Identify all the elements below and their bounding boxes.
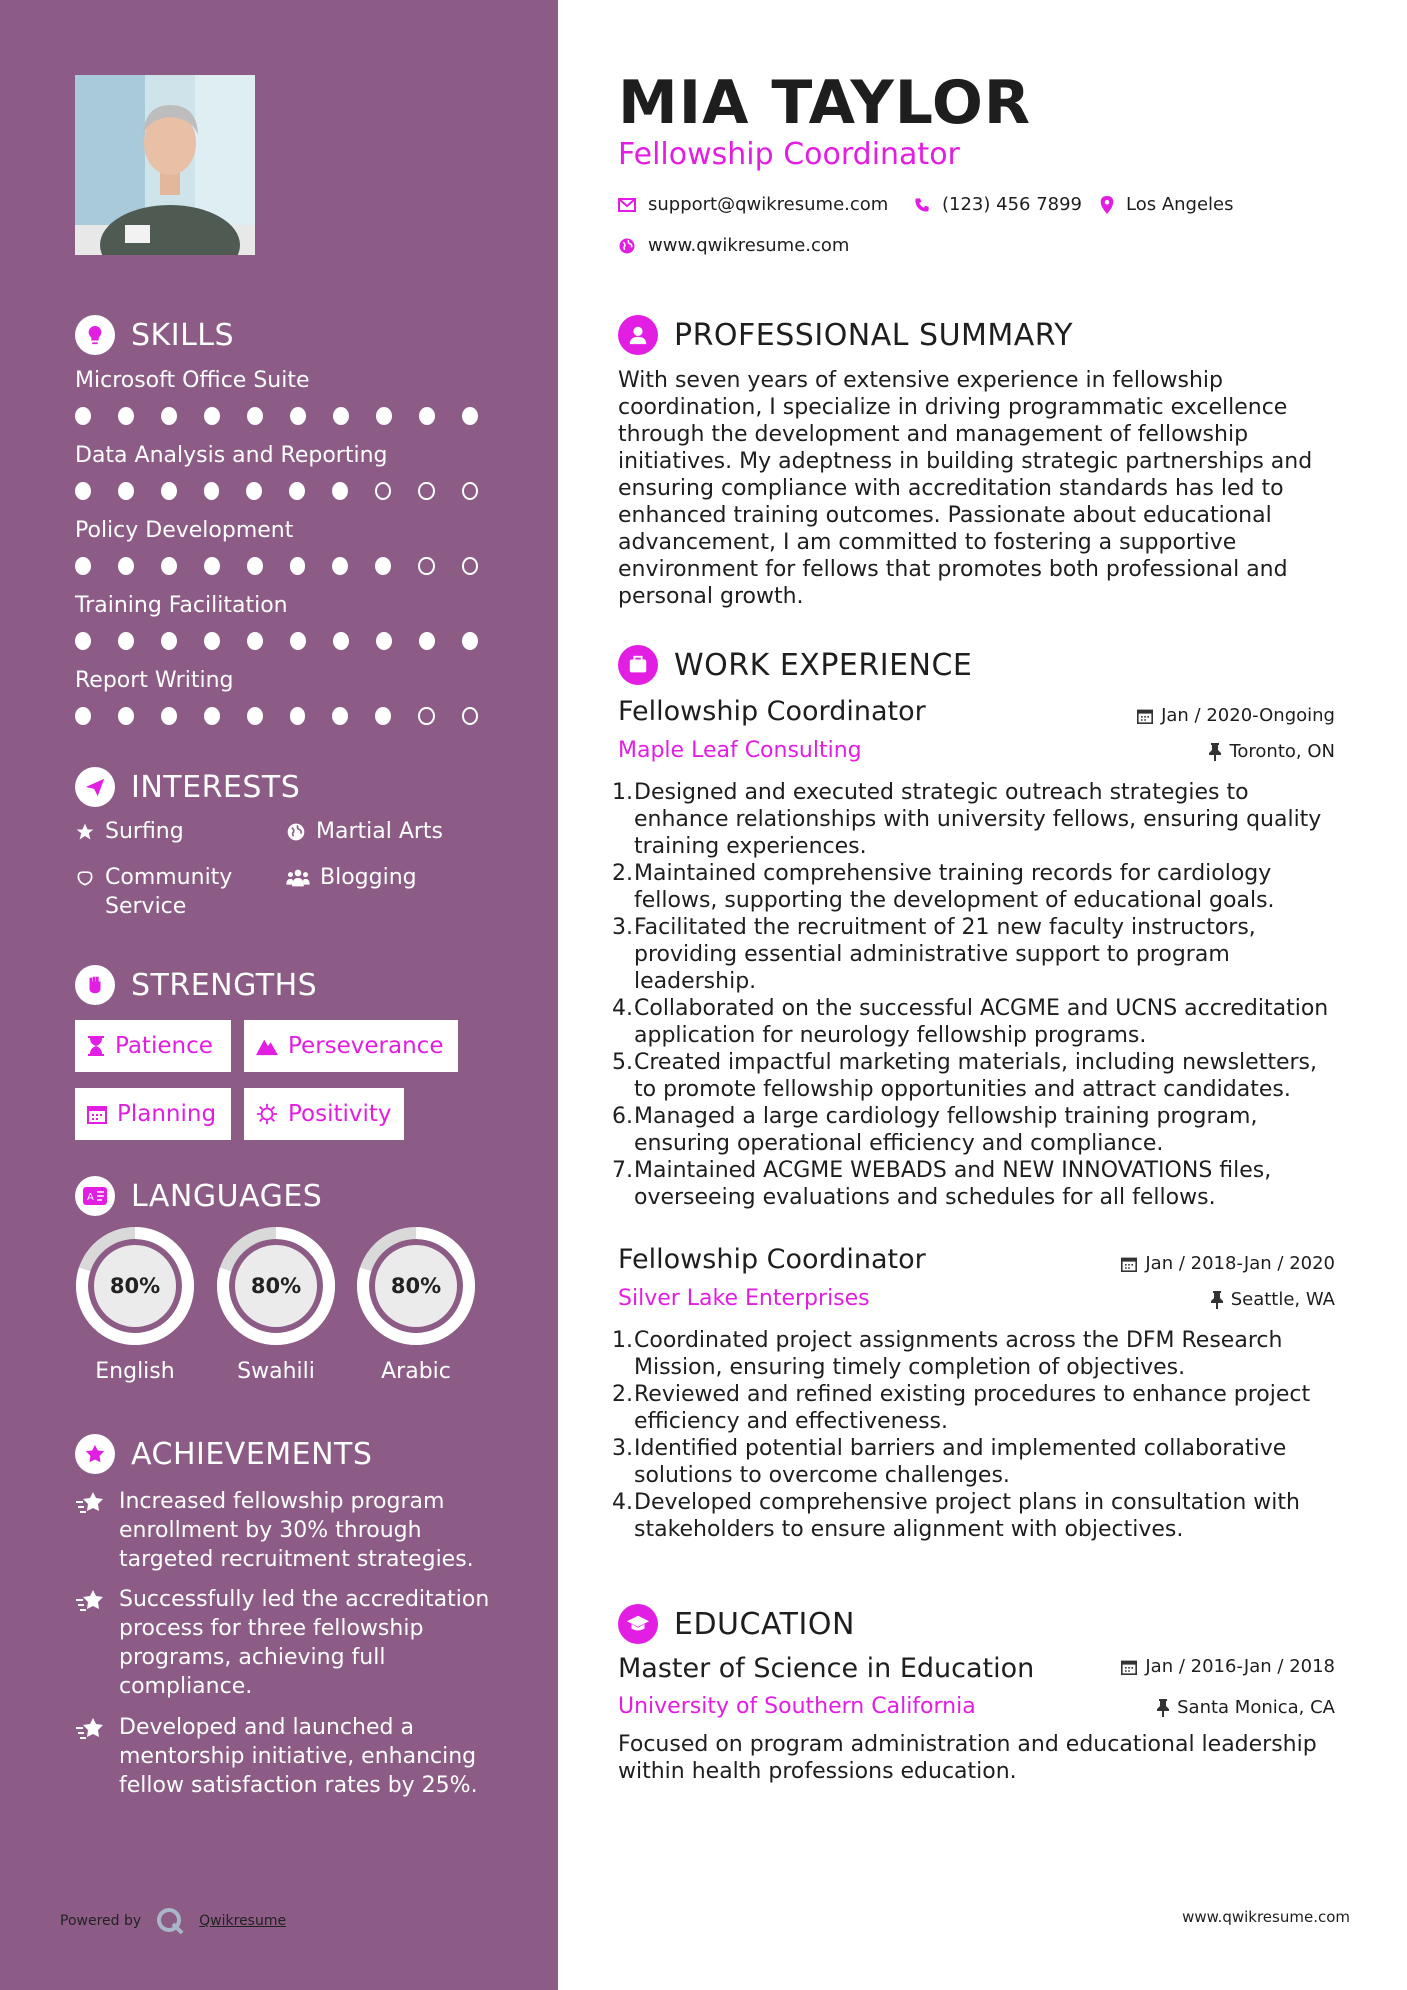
skill-dot [161,407,177,425]
skill-dot [332,482,348,500]
language-name: English [95,1359,175,1384]
achievement-item [75,1487,495,1574]
language-percent: 80% [109,1274,161,1298]
skill-dot [290,707,306,725]
skill-dot [462,482,478,500]
language-ring [215,1225,337,1347]
user-icon [618,315,658,355]
skill-dot [204,632,220,650]
bullet-text: Maintained comprehensive training records for cardiology fellows, supporting the development of educational goals. [634,861,1275,913]
skill-rating [75,632,505,650]
people-icon [286,868,310,888]
bullet-text: Designed and executed strategic outreach strategies to enhance relationships with university fellows, ensuring quality training experiences. [634,780,1322,859]
job-bullet [612,779,1338,860]
paper-plane-icon [75,767,115,807]
skill-item [75,518,505,575]
skill-dot [462,557,478,575]
language-item [74,1225,196,1384]
lightbulb-icon [75,315,115,355]
education-dates [1121,1656,1335,1677]
profile-photo [75,75,255,255]
skill-dot [247,707,263,725]
interest-label: Blogging [320,865,417,890]
contact-phone [914,194,1082,215]
job-bullet [612,995,1338,1049]
skill-dot [247,557,263,575]
envelope-icon [618,198,636,212]
skill-name: Policy Development [75,518,294,543]
bullet-number: 7. [612,1158,633,1183]
skill-dot [375,557,391,575]
interest-label: Surfing [105,819,184,844]
skill-rating [75,407,505,425]
company-name: Silver Lake Enterprises [618,1286,870,1311]
fist-icon [75,965,115,1005]
interests-title: INTERESTS [131,769,301,805]
interests-header [75,767,300,807]
contact-website [618,235,849,256]
bullet-number: 3. [612,915,633,940]
skill-dot [118,557,134,575]
briefcase-icon [618,645,658,685]
qwikresume-link[interactable]: Qwikresume [199,1913,287,1929]
bullet-number: 5. [612,1050,633,1075]
interest-item [286,817,516,846]
summary-text: With seven years of extensive experience in fellowship coordination, I specialize in driving programmatic excellence through the development and management of fellowship initiatives. My adeptness in building strategic partnerships and ensuring compliance with accreditation standards has led to enhanced training outcomes. Passionate about educational advancement, I am committed to fostering a supportive environment for fellows that promotes both professional and personal growth. [618,368,1313,609]
degree-title: Master of Science in Education [618,1653,1035,1684]
school-name: University of Southern California [618,1694,976,1719]
job-location [1209,741,1335,762]
hourglass-icon [87,1035,105,1057]
skill-rating [75,482,505,500]
skill-dot [419,407,435,425]
job-bullet [612,1489,1338,1543]
job-bullet [612,1327,1338,1381]
candidate-title: Fellowship Coordinator [618,137,960,172]
contact-email [618,194,888,215]
language-ring [355,1225,477,1347]
interest-item [286,863,516,892]
education-header [618,1604,855,1644]
bullet-text: Created impactful marketing materials, including newsletters, to promote fellowship opportunities and attract candidates. [634,1050,1317,1102]
translate-icon [75,1176,115,1216]
skill-dot [204,482,220,500]
language-item [355,1225,477,1384]
skill-dot [118,407,134,425]
bullet-number: 3. [612,1436,633,1461]
skill-dot [418,707,434,725]
languages-header [75,1176,322,1216]
strength-label: Planning [117,1101,217,1127]
bullet-number: 1. [612,780,633,805]
candidate-name: MIA TAYLOR [618,68,1032,138]
job-bullet [612,1049,1338,1103]
job-dates-text: Jan / 2018-Jan / 2020 [1145,1253,1335,1274]
interest-item [75,817,265,846]
award-icon [75,1434,115,1474]
skill-dot [375,482,391,500]
calendar-icon [1121,1659,1137,1675]
job-dates [1121,1253,1335,1274]
strength-badge [244,1020,458,1072]
summary-title: PROFESSIONAL SUMMARY [674,317,1074,353]
skill-dot [290,632,306,650]
skill-name: Training Facilitation [75,593,288,618]
bullet-number: 2. [612,861,633,886]
job-bullets [612,779,1338,1211]
achievement-text: Successfully led the accreditation process for three fellowship programs, achieving full compliance. [119,1587,490,1699]
calendar-icon [87,1104,107,1124]
skill-item [75,593,505,650]
mountain-icon [256,1036,278,1056]
skill-dot [75,482,91,500]
skill-dot [376,407,392,425]
skill-dot [290,407,306,425]
strength-label: Perseverance [288,1033,444,1059]
job-title: Fellowship Coordinator [618,1244,926,1275]
skill-dot [376,632,392,650]
skill-dot [161,707,177,725]
job-bullet [612,1381,1338,1435]
strength-badge [75,1088,231,1140]
shooting-star-icon [75,1588,107,1614]
skill-dot [333,632,349,650]
skill-dot [246,482,262,500]
education-title: EDUCATION [674,1606,855,1642]
job-bullet [612,860,1338,914]
globe-icon [618,237,636,255]
bullet-text: Facilitated the recruitment of 21 new faculty instructors, providing essential administrative support to program leadership. [634,915,1256,994]
globe-icon [286,822,306,842]
skills-title: SKILLS [131,317,235,353]
bullet-number: 2. [612,1382,633,1407]
sidebar [0,0,558,1990]
calendar-icon [1137,708,1153,724]
skill-dot [204,707,220,725]
language-item [215,1225,337,1384]
skill-dot [418,557,434,575]
star-icon [75,822,95,842]
skill-dot [247,407,263,425]
skill-dot [118,482,134,500]
pushpin-icon [1209,743,1221,761]
language-name: Swahili [237,1359,315,1384]
phone-text[interactable]: (123) 456 7899 [942,194,1083,215]
skill-rating [75,557,505,575]
email-text[interactable]: support@qwikresume.com [648,194,889,215]
pushpin-icon [1211,1291,1223,1309]
job-dates-text: Jan / 2020-Ongoing [1161,705,1335,726]
skill-dot [204,557,220,575]
achievements-header [75,1434,372,1474]
skill-dot [289,482,305,500]
qwikresume-logo-icon [155,1906,185,1936]
footer-website[interactable]: www.qwikresume.com [1182,1908,1350,1926]
interest-item [75,863,265,921]
skill-dot [75,632,91,650]
powered-by-text: Powered by [60,1913,142,1929]
job-location-text: Toronto, ON [1229,741,1335,762]
hands-icon [75,868,95,888]
summary-header [618,315,1073,355]
strength-badge [75,1020,231,1072]
bullet-number: 6. [612,1104,633,1129]
shooting-star-icon [75,1490,107,1516]
strength-label: Positivity [288,1101,392,1127]
skill-name: Microsoft Office Suite [75,368,310,393]
bullet-number: 4. [612,1490,633,1515]
language-percent: 80% [390,1274,442,1298]
job-bullet [612,1157,1338,1211]
skill-dot [419,632,435,650]
sun-icon [256,1103,278,1125]
skill-dot [332,557,348,575]
map-pin-icon [1100,196,1114,214]
skill-dot [290,557,306,575]
bullet-text: Maintained ACGME WEBADS and NEW INNOVATIONS files, overseeing evaluations and schedules for all fellows. [634,1158,1272,1210]
education-description: Focused on program administration and educational leadership within health professions education. [618,1732,1317,1784]
skill-dot [161,632,177,650]
calendar-icon [1121,1256,1137,1272]
language-ring [74,1225,196,1347]
bullet-number: 4. [612,996,633,1021]
job-dates [1137,705,1335,726]
bullet-text: Managed a large cardiology fellowship training program, ensuring operational efficiency and compliance. [634,1104,1258,1156]
achievement-item [75,1713,495,1800]
bullet-text: Coordinated project assignments across the DFM Research Mission, ensuring timely completion of objectives. [634,1328,1283,1380]
bullet-text: Collaborated on the successful ACGME and UCNS accreditation application for neurology fellowship programs. [634,996,1329,1048]
job-bullet [612,1103,1338,1157]
achievements-title: ACHIEVEMENTS [131,1436,373,1472]
phone-icon [914,197,930,213]
skill-dot [161,557,177,575]
website-link[interactable]: www.qwikresume.com [648,235,850,256]
strengths-header [75,965,317,1005]
education-location-text: Santa Monica, CA [1177,1697,1335,1718]
skill-dot [418,482,434,500]
skill-dot [332,707,348,725]
skill-dot [75,707,91,725]
location-text: Los Angeles [1126,194,1234,215]
strength-label: Patience [115,1033,213,1059]
achievement-text: Developed and launched a mentorship initiative, enhancing fellow satisfaction rates by 25%. [119,1715,478,1798]
job-location-text: Seattle, WA [1230,1289,1335,1310]
skill-dot [462,707,478,725]
languages-title: LANGUAGES [131,1178,323,1214]
achievement-item [75,1585,495,1701]
achievement-text: Increased fellowship program enrollment by 30% through targeted recruitment strategies. [119,1489,474,1572]
strengths-title: STRENGTHS [131,967,318,1003]
powered-by [60,1906,286,1936]
education-location [1157,1697,1335,1718]
contact-location [1100,194,1234,215]
bullet-text: Identified potential barriers and implemented collaborative solutions to overcome challenges. [634,1436,1287,1488]
interest-label: Martial Arts [316,819,444,844]
skill-name: Data Analysis and Reporting [75,443,388,468]
company-name: Maple Leaf Consulting [618,738,862,763]
skill-item [75,668,505,725]
experience-header [618,645,972,685]
job-title: Fellowship Coordinator [618,696,926,727]
skill-dot [247,632,263,650]
svg-text:A: A [87,1192,94,1203]
skill-dot [118,632,134,650]
education-dates-text: Jan / 2016-Jan / 2018 [1145,1656,1335,1677]
skill-item [75,443,505,500]
skill-dot [118,707,134,725]
skills-header [75,315,234,355]
strength-badge [244,1088,404,1140]
skill-dot [333,407,349,425]
graduation-cap-icon [618,1604,658,1644]
bullet-text: Developed comprehensive project plans in consultation with stakeholders to ensure alignment with objectives. [634,1490,1300,1542]
skill-dot [462,632,478,650]
job-bullets [612,1327,1338,1543]
interest-label: Community Service [105,865,233,919]
skill-name: Report Writing [75,668,234,693]
job-bullet [612,914,1338,995]
language-name: Arabic [381,1359,451,1384]
job-bullet [612,1435,1338,1489]
skill-rating [75,707,505,725]
skill-dot [204,407,220,425]
pushpin-icon [1157,1699,1169,1717]
skill-dot [161,482,177,500]
skill-dot [75,557,91,575]
bullet-text: Reviewed and refined existing procedures to enhance project efficiency and effectiveness. [634,1382,1311,1434]
skill-dot [375,707,391,725]
language-percent: 80% [250,1274,302,1298]
shooting-star-icon [75,1716,107,1742]
bullet-number: 1. [612,1328,633,1353]
skill-dot [462,407,478,425]
job-location [1211,1289,1335,1310]
experience-title: WORK EXPERIENCE [674,647,973,683]
skill-dot [75,407,91,425]
skill-item [75,368,505,425]
